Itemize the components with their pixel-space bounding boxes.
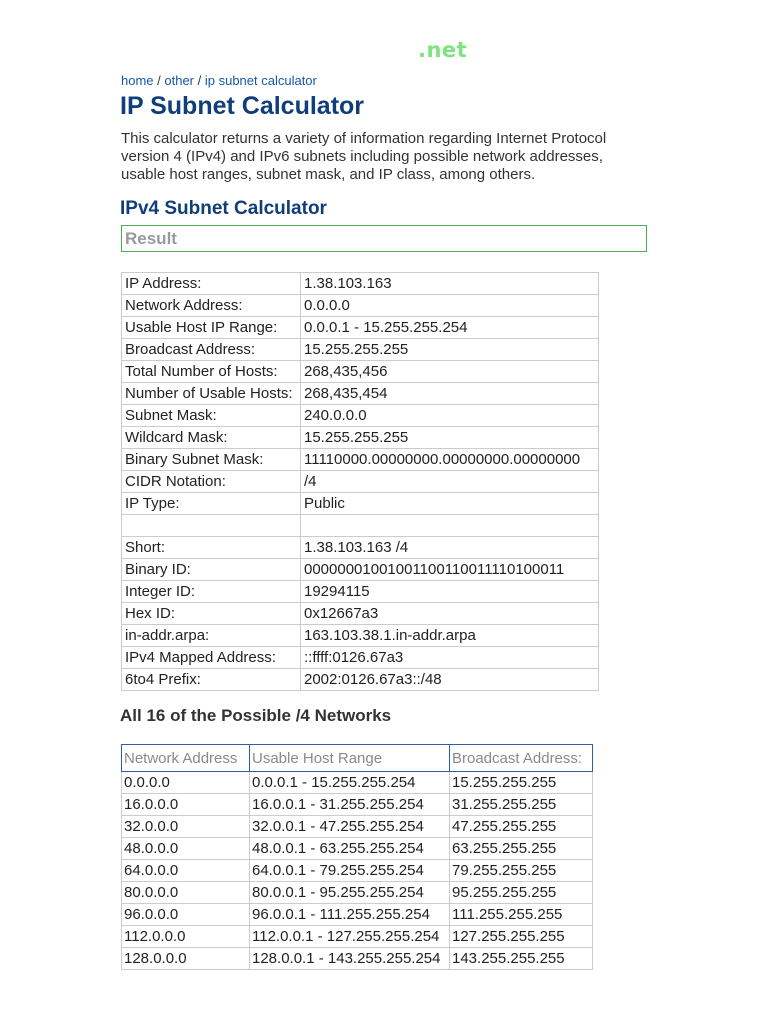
result-key: Subnet Mask: xyxy=(122,405,301,427)
result-value: 240.0.0.0 xyxy=(301,405,599,427)
table-row xyxy=(122,838,593,860)
usable-host-range-cell: 80.0.0.1 - 95.255.255.254 xyxy=(250,882,450,904)
table-row xyxy=(122,882,593,904)
result-row xyxy=(122,647,599,669)
breadcrumb xyxy=(121,73,317,88)
result-key: Total Number of Hosts: xyxy=(122,361,301,383)
result-key: IP Address: xyxy=(122,273,301,295)
result-key: Integer ID: xyxy=(122,581,301,603)
breadcrumb-other-link[interactable]: other xyxy=(164,73,195,88)
network-address-cell: 128.0.0.0 xyxy=(122,948,250,970)
result-row xyxy=(122,383,599,405)
networks-header-row xyxy=(122,745,593,772)
table-row xyxy=(122,772,593,794)
result-value: 163.103.38.1.in-addr.arpa xyxy=(301,625,599,647)
result-table xyxy=(121,272,599,691)
column-header-network-address: Network Address xyxy=(122,745,250,772)
result-row xyxy=(122,361,599,383)
broadcast-address-cell: 15.255.255.255 xyxy=(450,772,593,794)
table-row xyxy=(122,860,593,882)
result-key: 6to4 Prefix: xyxy=(122,669,301,691)
result-row xyxy=(122,339,599,361)
network-address-cell: 112.0.0.0 xyxy=(122,926,250,948)
result-label: Result xyxy=(125,229,177,248)
page-title: IP Subnet Calculator xyxy=(120,92,365,120)
result-key: Binary ID: xyxy=(122,559,301,581)
result-value: 2002:0126.67a3::/48 xyxy=(301,669,599,691)
table-row xyxy=(122,816,593,838)
breadcrumb-separator: / xyxy=(153,73,165,88)
usable-host-range-cell: 96.0.0.1 - 111.255.255.254 xyxy=(250,904,450,926)
result-row xyxy=(122,493,599,515)
broadcast-address-cell: 63.255.255.255 xyxy=(450,838,593,860)
breadcrumb-separator: / xyxy=(194,73,205,88)
breadcrumb-home-link[interactable]: home xyxy=(121,73,154,88)
result-key: Number of Usable Hosts: xyxy=(122,383,301,405)
result-row xyxy=(122,449,599,471)
broadcast-address-cell: 79.255.255.255 xyxy=(450,860,593,882)
result-value xyxy=(301,515,599,537)
result-key: Binary Subnet Mask: xyxy=(122,449,301,471)
broadcast-address-cell: 127.255.255.255 xyxy=(450,926,593,948)
result-value: 1.38.103.163 /4 xyxy=(301,537,599,559)
result-key: Short: xyxy=(122,537,301,559)
site-logo[interactable]: .net xyxy=(418,38,468,62)
result-key: Network Address: xyxy=(122,295,301,317)
broadcast-address-cell: 47.255.255.255 xyxy=(450,816,593,838)
broadcast-address-cell: 31.255.255.255 xyxy=(450,794,593,816)
result-key: Broadcast Address: xyxy=(122,339,301,361)
result-header xyxy=(121,225,647,252)
result-value: 0x12667a3 xyxy=(301,603,599,625)
result-row xyxy=(122,537,599,559)
result-row xyxy=(122,515,599,537)
network-address-cell: 64.0.0.0 xyxy=(122,860,250,882)
result-row xyxy=(122,581,599,603)
result-row xyxy=(122,559,599,581)
result-key: IP Type: xyxy=(122,493,301,515)
result-value: 268,435,456 xyxy=(301,361,599,383)
result-value: 19294115 xyxy=(301,581,599,603)
result-row xyxy=(122,295,599,317)
result-key xyxy=(122,515,301,537)
result-row xyxy=(122,625,599,647)
result-row xyxy=(122,427,599,449)
usable-host-range-cell: 64.0.0.1 - 79.255.255.254 xyxy=(250,860,450,882)
result-key: in-addr.arpa: xyxy=(122,625,301,647)
result-row xyxy=(122,317,599,339)
ipv4-section-title: IPv4 Subnet Calculator xyxy=(120,198,327,219)
broadcast-address-cell: 95.255.255.255 xyxy=(450,882,593,904)
table-row xyxy=(122,948,593,970)
network-address-cell: 0.0.0.0 xyxy=(122,772,250,794)
result-row xyxy=(122,471,599,493)
result-value: 11110000.00000000.00000000.00000000 xyxy=(301,449,599,471)
usable-host-range-cell: 48.0.0.1 - 63.255.255.254 xyxy=(250,838,450,860)
result-value: 00000001001001100110011110100011 xyxy=(301,559,599,581)
usable-host-range-cell: 32.0.0.1 - 47.255.255.254 xyxy=(250,816,450,838)
result-row xyxy=(122,669,599,691)
page-intro: This calculator returns a variety of information regarding Internet Protocol version 4 (IPv4) and IPv6 subnets including possible network addresses, usable host ranges, subnet mask, and IP class, among others. xyxy=(121,130,607,183)
result-value: 268,435,454 xyxy=(301,383,599,405)
result-value: 0.0.0.1 - 15.255.255.254 xyxy=(301,317,599,339)
table-row xyxy=(122,794,593,816)
result-value: ::ffff:0126.67a3 xyxy=(301,647,599,669)
result-value: Public xyxy=(301,493,599,515)
network-address-cell: 48.0.0.0 xyxy=(122,838,250,860)
result-key: IPv4 Mapped Address: xyxy=(122,647,301,669)
breadcrumb-current-link[interactable]: ip subnet calculator xyxy=(204,73,317,88)
network-address-cell: 32.0.0.0 xyxy=(122,816,250,838)
networks-title: All 16 of the Possible /4 Networks xyxy=(120,706,392,725)
result-value: /4 xyxy=(301,471,599,493)
result-key: Usable Host IP Range: xyxy=(122,317,301,339)
usable-host-range-cell: 16.0.0.1 - 31.255.255.254 xyxy=(250,794,450,816)
result-value: 15.255.255.255 xyxy=(301,339,599,361)
result-row xyxy=(122,405,599,427)
table-row xyxy=(122,926,593,948)
result-row xyxy=(122,273,599,295)
column-header-usable-host-range: Usable Host Range xyxy=(250,745,450,772)
broadcast-address-cell: 111.255.255.255 xyxy=(450,904,593,926)
column-header-broadcast-address: Broadcast Address: xyxy=(450,745,593,772)
result-value: 15.255.255.255 xyxy=(301,427,599,449)
network-address-cell: 80.0.0.0 xyxy=(122,882,250,904)
broadcast-address-cell: 143.255.255.255 xyxy=(450,948,593,970)
network-address-cell: 96.0.0.0 xyxy=(122,904,250,926)
result-key: Wildcard Mask: xyxy=(122,427,301,449)
result-row xyxy=(122,603,599,625)
usable-host-range-cell: 0.0.0.1 - 15.255.255.254 xyxy=(250,772,450,794)
result-key: Hex ID: xyxy=(122,603,301,625)
usable-host-range-cell: 112.0.0.1 - 127.255.255.254 xyxy=(250,926,450,948)
result-value: 0.0.0.0 xyxy=(301,295,599,317)
network-address-cell: 16.0.0.0 xyxy=(122,794,250,816)
usable-host-range-cell: 128.0.0.1 - 143.255.255.254 xyxy=(250,948,450,970)
result-key: CIDR Notation: xyxy=(122,471,301,493)
table-row xyxy=(122,904,593,926)
networks-table xyxy=(121,744,593,970)
result-value: 1.38.103.163 xyxy=(301,273,599,295)
